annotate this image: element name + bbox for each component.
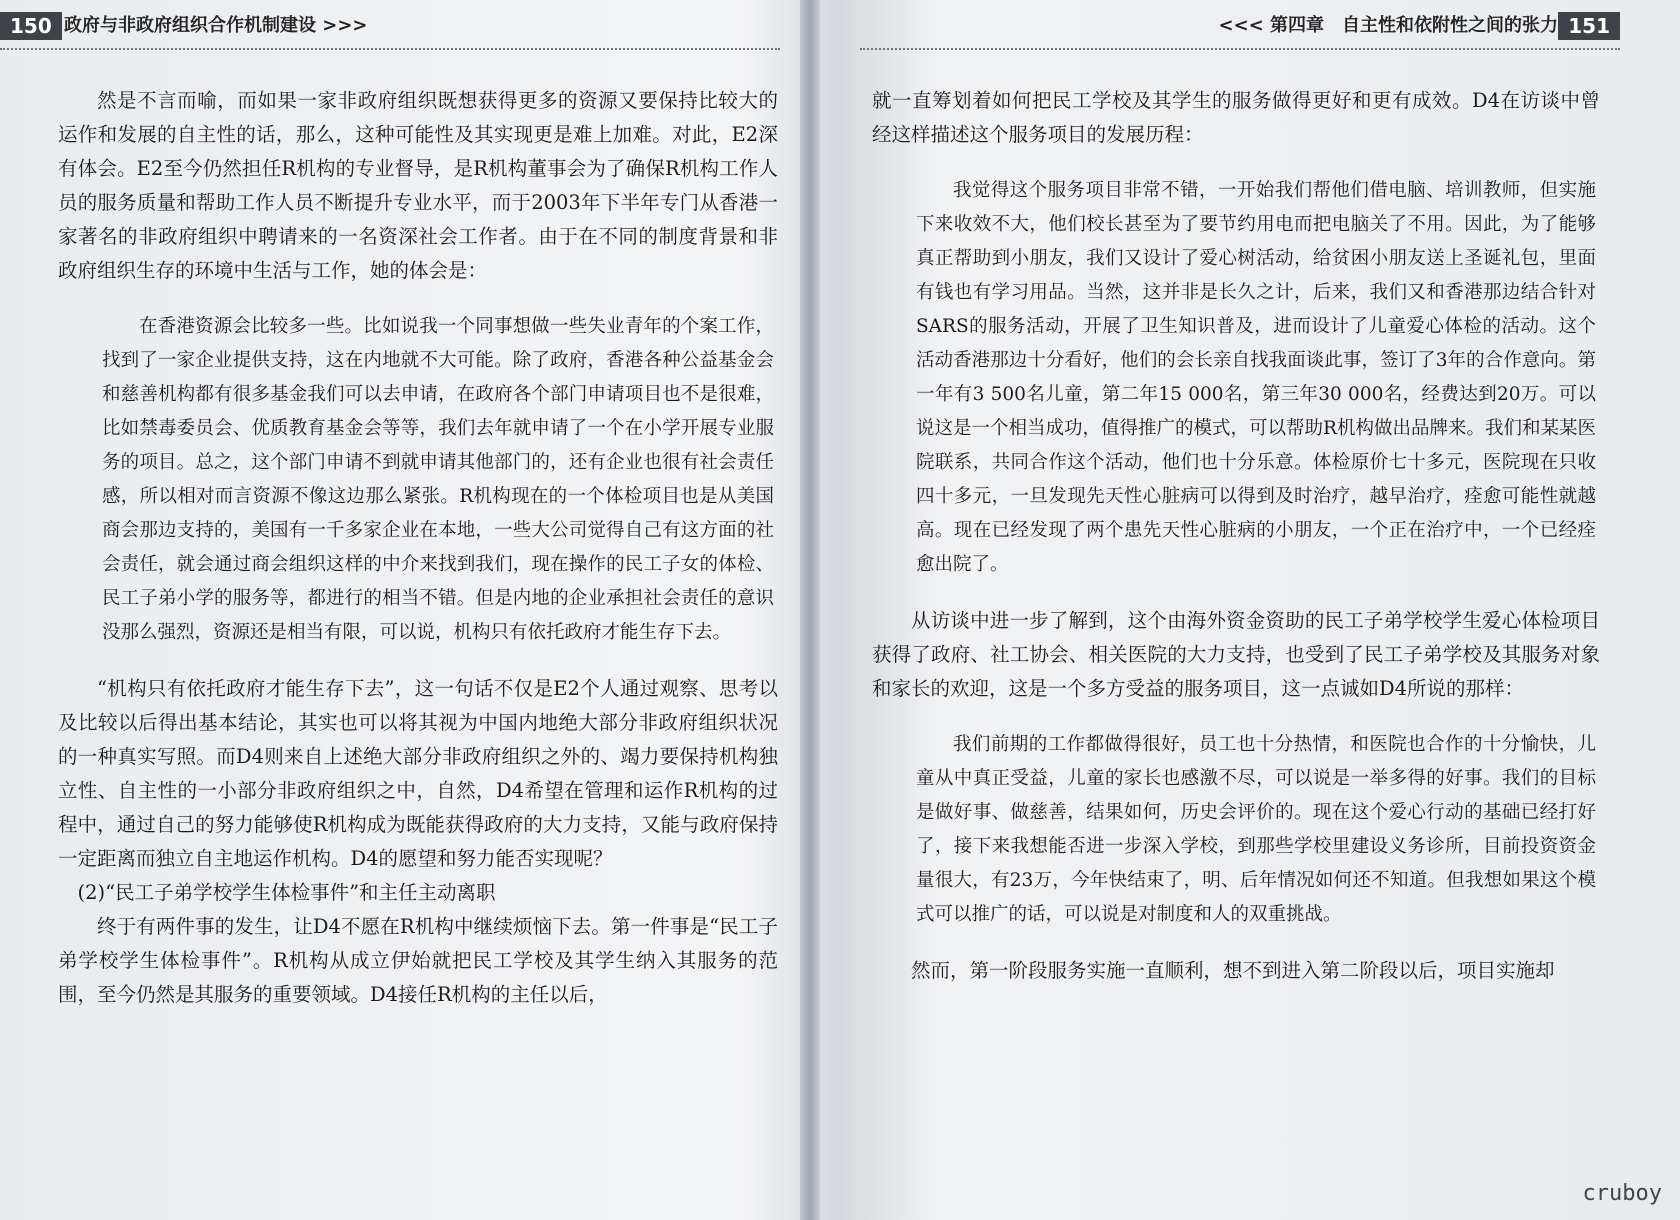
left-paragraph-2: “机构只有依托政府才能生存下去”，这一句话不仅是E2个人通过观察、思考以及比较以后得出基本结论，其实也可以将其视为中国内地绝大部分非政府组织状况的一种真实写照。而D4则来自上述绝大部分非政府组织之外的、竭力要保持机构独立性、自主性的一小部分非政府组织之中，自然，D4希望在管理和运作R机构的过程中，通过自己的努力能够使R机构成为既能获得政府的大力支持，又能与政府保持一定距离而独立自主地运作机构。D4的愿望和努力能否实现呢？ [58, 677, 778, 870]
right-page [820, 0, 1680, 1220]
left-page [0, 0, 800, 1220]
right-quote-2: 我们前期的工作都做得很好，员工也十分热情，和医院也合作的十分愉快，儿童从中真正受益，儿童的家长也感激不尽，可以说是一举多得的好事。我们的目标是做好事、做慈善，结果如何，历史会评价的。现在这个爱心行动的基础已经打好了，接下来我想能否进一步深入学校，到那些学校里建设义务诊所，目前投资资金量很大，有23万，今年快结束了，明、后年情况如何还不知道。但我想如果这个模式可以推广的话，可以说是对制度和人的双重挑战。 [916, 734, 1596, 925]
left-running-head: 政府与非政府组织合作机制建设 >>> [64, 15, 368, 36]
right-page-body [872, 84, 1600, 988]
left-quote: 在香港资源会比较多一些。比如说我一个同事想做一些失业青年的个案工作，找到了一家企业提供支持，这在内地就不大可能。除了政府，香港各种公益基金会和慈善机构都有很多基金我们可以去申请，在政府各个部门申请项目也不是很难，比如禁毒委员会、优质教育基金会等等，我们去年就申请了一个在小学开展专业服务的项目。总之，这个部门申请不到就申请其他部门的，还有企业也很有社会责任感，所以相对而言资源不像这边那么紧张。R机构现在的一个体检项目也是从美国商会那边支持的，美国有一千多家企业在本地，一些大公司觉得自己有这方面的社会责任，就会通过商会组织这样的中介来找到我们，现在操作的民工子女的体检、民工子弟小学的服务等，都进行的相当不错。但是内地的企业承担社会责任的意识没那么强烈，资源还是相当有限，可以说，机构只有依托政府才能生存下去。 [102, 316, 774, 643]
right-page-header [820, 12, 1680, 40]
watermark-text: cruboy [1582, 1181, 1662, 1206]
book-gutter [800, 0, 820, 1220]
right-page-number: 151 [1558, 12, 1620, 40]
left-header-rule [0, 48, 780, 50]
right-paragraph-2: 从访谈中进一步了解到，这个由海外资金资助的民工子弟学校学生爱心体检项目获得了政府、社工协会、相关医院的大力支持，也受到了民工子弟学校及其服务对象和家长的欢迎，这是一个多方受益的服务项目，这一点诚如D4所说的那样： [872, 609, 1600, 700]
section-heading: (2)“民工子弟学校学生体检事件”和主任主动离职 [77, 881, 496, 904]
right-header-rule [860, 48, 1620, 50]
right-paragraph-3: 然而，第一阶段服务实施一直顺利，想不到进入第二阶段以后，项目实施却 [911, 959, 1555, 982]
left-page-header [0, 12, 800, 40]
left-paragraph-1: 然是不言而喻，而如果一家非政府组织既想获得更多的资源又要保持比较大的运作和发展的自主性的话，那么，这种可能性及其实现更是难上加难。对此，E2深有体会。E2至今仍然担任R机构的专业督导，是R机构董事会为了确保R机构工作人员的服务质量和帮助工作人员不断提升专业水平，而于2003年下半年专门从香港一家著名的非政府组织中聘请来的一名资深社会工作者。由于在不同的制度背景和非政府组织生存的环境中生活与工作，她的体会是： [58, 89, 778, 282]
right-quote-1: 我觉得这个服务项目非常不错，一开始我们帮他们借电脑、培训教师，但实施下来收效不大，他们校长甚至为了要节约用电而把电脑关了不用。因此，为了能够真正帮助到小朋友，我们又设计了爱心树活动，给贫困小朋友送上圣诞礼包，里面有钱也有学习用品。当然，这并非是长久之计，后来，我们又和香港那边结合针对SARS的服务活动，开展了卫生知识普及，进而设计了儿童爱心体检的活动。这个活动香港那边十分看好，他们的会长亲自找我面谈此事，签订了3年的合作意向。第一年有3 500名儿童，第二年15 000名，第三年30 000名，经费达到20万。可以说这是一个相当成功，值得推广的模式，可以帮助R机构做出品牌来。我们和某某医院联系，共同合作这个活动，他们也十分乐意。体检原价七十多元，医院现在只收四十多元，一旦发现先天性心脏病可以得到及时治疗，越早治疗，痊愈可能性就越高。现在已经发现了两个患先天性心脏病的小朋友，一个正在治疗中，一个已经痊愈出院了。 [916, 180, 1596, 575]
left-page-number: 150 [0, 12, 62, 40]
right-paragraph-1: 就一直筹划着如何把民工学校及其学生的服务做得更好和更有成效。D4在访谈中曾经这样描述这个服务项目的发展历程： [872, 89, 1600, 146]
left-paragraph-3: 终于有两件事的发生，让D4不愿在R机构中继续烦恼下去。第一件事是“民工子弟学校学生体检事件”。R机构从成立伊始就把民工学校及其学生纳入其服务的范围，至今仍然是其服务的重要领域。D4接任R机构的主任以后， [58, 915, 778, 1006]
right-running-head: <<< 第四章 自主性和依附性之间的张力 [1218, 15, 1558, 36]
left-page-body [58, 84, 778, 1012]
